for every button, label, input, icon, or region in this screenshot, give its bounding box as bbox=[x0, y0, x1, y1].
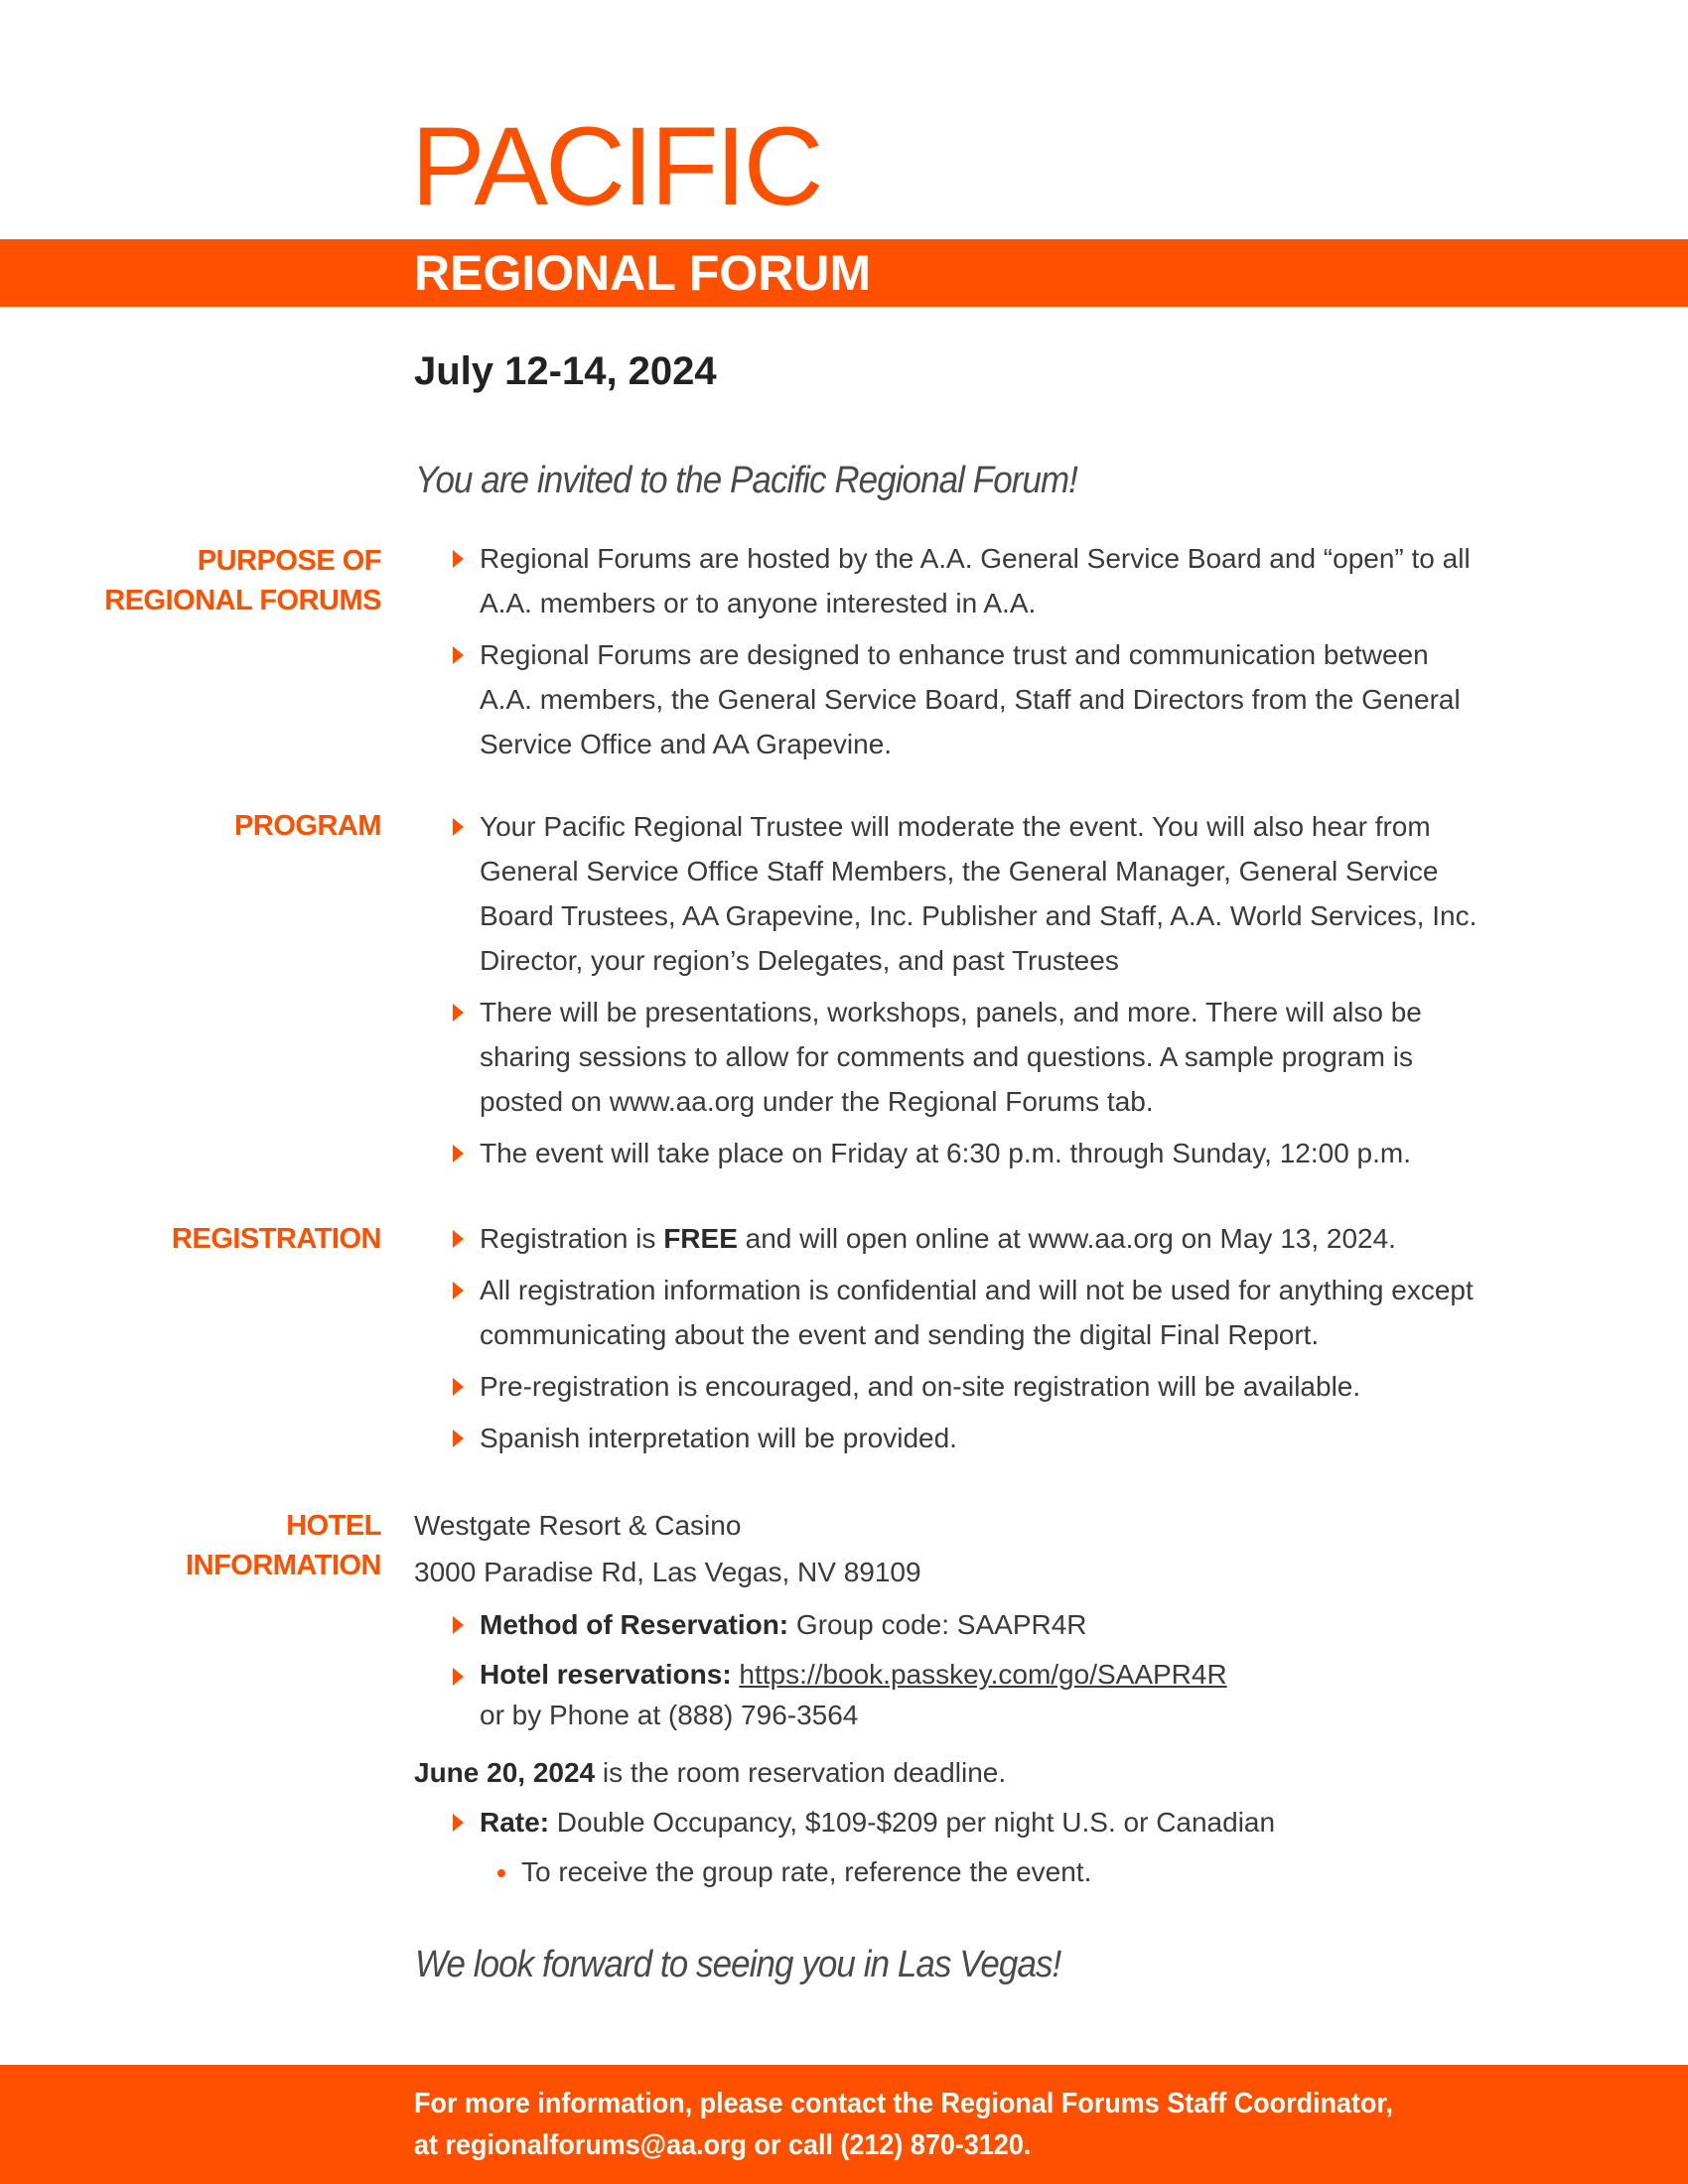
hotel-address: 3000 Paradise Rd, Las Vegas, NV 89109 bbox=[414, 1557, 921, 1587]
list-item bbox=[449, 632, 1591, 766]
banner-subtitle: REGIONAL FORUM bbox=[414, 245, 872, 301]
reservations-label: Hotel reservations: bbox=[480, 1659, 732, 1690]
method-value: Group code: SAAPR4R bbox=[788, 1609, 1087, 1640]
reservation-link[interactable]: https://book.passkey.com/go/SAAPR4R bbox=[739, 1659, 1227, 1690]
arrow-bullet-icon bbox=[453, 1145, 464, 1162]
arrow-bullet-icon bbox=[453, 1616, 464, 1634]
list-item bbox=[449, 1602, 1591, 1647]
arrow-bullet-icon bbox=[453, 1230, 464, 1248]
hotel-name: Westgate Resort & Casino bbox=[414, 1510, 742, 1541]
invitation-heading: You are invited to the Pacific Regional Forum! bbox=[415, 460, 1077, 501]
rate-note: To receive the group rate, reference the event. bbox=[521, 1856, 1092, 1887]
closing-heading: We look forward to seeing you in Las Vegas! bbox=[415, 1944, 1061, 1985]
list-item bbox=[492, 1849, 1633, 1894]
section-label-purpose bbox=[0, 541, 381, 620]
list-item bbox=[449, 1216, 1591, 1261]
list-item bbox=[449, 804, 1591, 983]
deadline-date: June 20, 2024 bbox=[414, 1757, 596, 1788]
list-item bbox=[449, 1800, 1591, 1844]
deadline-text: is the room reservation deadline. bbox=[595, 1757, 1007, 1788]
bullet-line: sharing sessions to allow for comments and questions. A sample program is bbox=[480, 1041, 1414, 1072]
program-list bbox=[449, 804, 1591, 1182]
method-label: Method of Reservation: bbox=[480, 1609, 789, 1640]
list-item bbox=[449, 1416, 1591, 1460]
bullet-line: Pre-registration is encouraged, and on-site registration will be available. bbox=[480, 1371, 1361, 1402]
list-item bbox=[449, 536, 1591, 625]
bullet-line: Director, your region’s Delegates, and past Trustees bbox=[480, 945, 1119, 976]
footer-line: For more information, please contact the Regional Forums Staff Coordinator, bbox=[414, 2088, 1394, 2119]
bullet-line: Your Pacific Regional Trustee will moderate the event. You will also hear from bbox=[480, 811, 1431, 842]
reservation-deadline bbox=[414, 1750, 1006, 1795]
bullet-line: The event will take place on Friday at 6:30 p.m. through Sunday, 12:00 p.m. bbox=[480, 1138, 1412, 1168]
list-item bbox=[449, 990, 1591, 1124]
rate-sub-list bbox=[492, 1849, 1633, 1901]
label-line: HOTEL bbox=[286, 1510, 381, 1542]
section-label-hotel bbox=[0, 1506, 381, 1585]
footer-banner bbox=[0, 2065, 1688, 2184]
section-label-registration: REGISTRATION bbox=[172, 1223, 381, 1255]
bullet-line: There will be presentations, workshops, panels, and more. There will also be bbox=[480, 997, 1422, 1027]
list-item bbox=[449, 1654, 1591, 1735]
label-line: REGIONAL FORUMS bbox=[104, 585, 381, 616]
rate-value: Double Occupancy, $109-$209 per night U.S. or Canadian bbox=[549, 1807, 1276, 1838]
arrow-bullet-icon bbox=[453, 1004, 464, 1022]
registration-list bbox=[449, 1216, 1591, 1467]
arrow-bullet-icon bbox=[453, 1282, 464, 1299]
arrow-bullet-icon bbox=[453, 1814, 464, 1832]
list-item bbox=[449, 1131, 1591, 1175]
bullet-line: communicating about the event and sending the digital Final Report. bbox=[480, 1319, 1320, 1350]
phone-line: or by Phone at (888) 796-3564 bbox=[480, 1700, 859, 1730]
arrow-bullet-icon bbox=[453, 818, 464, 836]
bullet-line: All registration information is confidential and will not be used for anything except bbox=[480, 1275, 1474, 1305]
hotel-reservation-list bbox=[449, 1602, 1591, 1742]
bullet-line: Service Office and AA Grapevine. bbox=[480, 729, 893, 759]
list-item bbox=[449, 1268, 1591, 1357]
arrow-bullet-icon bbox=[453, 1378, 464, 1396]
bullet-line: General Service Office Staff Members, the General Manager, General Service bbox=[480, 856, 1439, 887]
bullet-line: Regional Forums are hosted by the A.A. General Service Board and “open” to all bbox=[480, 543, 1471, 574]
label-line: INFORMATION bbox=[186, 1550, 381, 1581]
bullet-line: Regional Forums are designed to enhance trust and communication between bbox=[480, 639, 1429, 670]
page-title: PACIFIC bbox=[411, 104, 821, 228]
event-date: July 12-14, 2024 bbox=[414, 349, 717, 393]
list-item bbox=[449, 1364, 1591, 1409]
footer-line: at regionalforums@aa.org or call (212) 870-3120. bbox=[414, 2129, 1032, 2161]
label-line: PURPOSE OF bbox=[197, 545, 381, 577]
dot-bullet-icon bbox=[497, 1869, 505, 1877]
section-label-program: PROGRAM bbox=[234, 810, 381, 842]
bullet-text: Registration is bbox=[480, 1223, 664, 1254]
footer-contact bbox=[414, 2083, 1393, 2166]
arrow-bullet-icon bbox=[453, 550, 464, 568]
bullet-line: posted on www.aa.org under the Regional Forums tab. bbox=[480, 1086, 1154, 1117]
bullet-line: Spanish interpretation will be provided. bbox=[480, 1423, 957, 1453]
bullet-line: A.A. members, the General Service Board, Staff and Directors from the General bbox=[480, 684, 1461, 715]
rate-label: Rate: bbox=[480, 1807, 550, 1838]
free-emphasis: FREE bbox=[663, 1223, 738, 1254]
purpose-list bbox=[449, 536, 1591, 773]
rate-list bbox=[449, 1800, 1591, 1851]
arrow-bullet-icon bbox=[453, 1430, 464, 1447]
title-banner bbox=[0, 239, 1688, 307]
bullet-line: Board Trustees, AA Grapevine, Inc. Publisher and Staff, A.A. World Services, Inc. bbox=[480, 900, 1477, 931]
bullet-line: A.A. members or to anyone interested in A.A. bbox=[480, 588, 1037, 618]
arrow-bullet-icon bbox=[453, 646, 464, 664]
arrow-bullet-icon bbox=[453, 1668, 464, 1686]
bullet-text: and will open online at www.aa.org on May 13, 2024. bbox=[737, 1223, 1396, 1254]
